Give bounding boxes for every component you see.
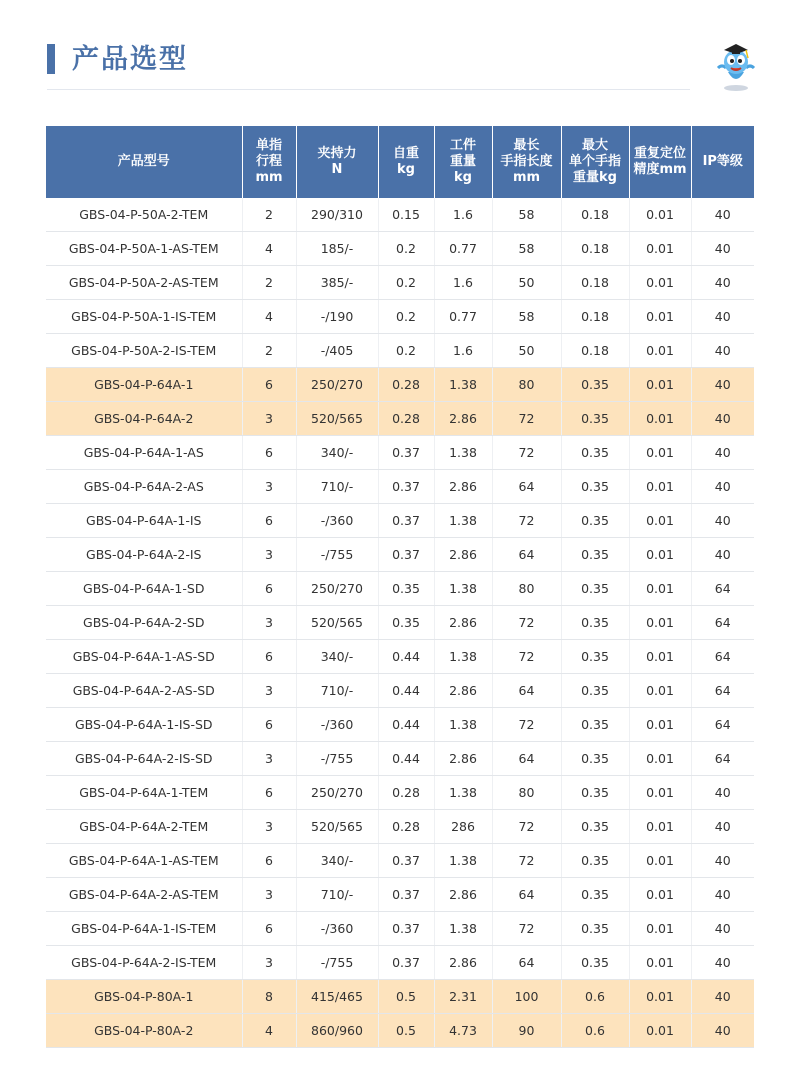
table-cell: 90 <box>492 1014 561 1048</box>
table-row <box>46 810 754 844</box>
model-cell: GBS-04-P-64A-2-TEM <box>46 810 242 844</box>
table-cell: 50 <box>492 334 561 368</box>
table-row <box>46 334 754 368</box>
table-cell: 0.35 <box>561 572 629 606</box>
table-cell: 0.35 <box>561 742 629 776</box>
model-cell: GBS-04-P-64A-2-SD <box>46 606 242 640</box>
table-cell: 0.37 <box>378 912 434 946</box>
title-accent-bar <box>47 44 55 74</box>
table-cell: 710/- <box>296 878 378 912</box>
table-cell: 8 <box>242 980 296 1014</box>
table-cell: 0.28 <box>378 776 434 810</box>
column-header-line: 产品型号 <box>117 154 170 169</box>
table-cell: 340/- <box>296 436 378 470</box>
table-cell: 0.35 <box>561 436 629 470</box>
column-header-line: 单个手指 <box>568 154 621 169</box>
table-cell: 0.37 <box>378 470 434 504</box>
page-title: 产品选型 <box>72 44 188 75</box>
model-cell: GBS-04-P-64A-1-AS-TEM <box>46 844 242 878</box>
table-cell: 0.18 <box>561 232 629 266</box>
table-cell: 40 <box>691 300 754 334</box>
column-header-line: mm <box>512 170 541 185</box>
table-row <box>46 266 754 300</box>
table-cell: 0.44 <box>378 742 434 776</box>
table-cell: 1.38 <box>434 504 492 538</box>
table-cell: 3 <box>242 402 296 436</box>
table-cell: 0.35 <box>561 640 629 674</box>
table-cell: 2 <box>242 198 296 232</box>
table-cell: 50 <box>492 266 561 300</box>
table-cell: 40 <box>691 436 754 470</box>
table-cell: 710/- <box>296 674 378 708</box>
table-cell: 72 <box>492 844 561 878</box>
table-row <box>46 402 754 436</box>
table-cell: 72 <box>492 912 561 946</box>
table-cell: 250/270 <box>296 572 378 606</box>
table-cell: 2.86 <box>434 674 492 708</box>
table-cell: 0.6 <box>561 980 629 1014</box>
table-row <box>46 640 754 674</box>
table-row <box>46 844 754 878</box>
table-cell: 0.2 <box>378 300 434 334</box>
column-header-line: 最长 <box>513 138 540 153</box>
table-cell: 64 <box>691 674 754 708</box>
column-header <box>378 126 434 198</box>
table-cell: 0.35 <box>561 470 629 504</box>
column-header-line: 工件 <box>449 138 476 153</box>
table-cell: 2.86 <box>434 878 492 912</box>
table-cell: 0.35 <box>378 606 434 640</box>
table-row <box>46 912 754 946</box>
table-cell: 0.2 <box>378 266 434 300</box>
table-cell: 0.18 <box>561 334 629 368</box>
table-cell: 1.38 <box>434 776 492 810</box>
table-cell: 6 <box>242 776 296 810</box>
table-cell: -/755 <box>296 538 378 572</box>
model-cell: GBS-04-P-64A-2-AS-TEM <box>46 878 242 912</box>
column-header-line: 精度mm <box>633 162 687 177</box>
table-cell: 40 <box>691 368 754 402</box>
model-cell: GBS-04-P-64A-1-IS-SD <box>46 708 242 742</box>
table-cell: 4 <box>242 300 296 334</box>
table-cell: 80 <box>492 368 561 402</box>
table-cell: 0.01 <box>629 844 691 878</box>
column-header-line: 重量 <box>449 154 476 169</box>
table-cell: 64 <box>492 946 561 980</box>
table-cell: 40 <box>691 504 754 538</box>
table-cell: -/360 <box>296 708 378 742</box>
table-cell: 0.18 <box>561 266 629 300</box>
table-cell: 40 <box>691 912 754 946</box>
table-row <box>46 606 754 640</box>
table-cell: 58 <box>492 300 561 334</box>
table-cell: 0.35 <box>561 504 629 538</box>
table-cell: 6 <box>242 912 296 946</box>
table-cell: 40 <box>691 980 754 1014</box>
table-cell: 2 <box>242 266 296 300</box>
table-cell: 0.01 <box>629 742 691 776</box>
table-cell: 0.35 <box>561 878 629 912</box>
table-cell: 0.01 <box>629 776 691 810</box>
model-cell: GBS-04-P-64A-1-AS-SD <box>46 640 242 674</box>
table-cell: 40 <box>691 402 754 436</box>
table-cell: 0.35 <box>561 708 629 742</box>
table-cell: 40 <box>691 232 754 266</box>
table-cell: 0.28 <box>378 810 434 844</box>
table-cell: 520/565 <box>296 606 378 640</box>
table-cell: 6 <box>242 708 296 742</box>
table-cell: 3 <box>242 946 296 980</box>
table-row <box>46 980 754 1014</box>
table-cell: 0.01 <box>629 266 691 300</box>
table-row <box>46 878 754 912</box>
column-header-line: kg <box>397 162 415 177</box>
table-cell: 0.35 <box>561 844 629 878</box>
model-cell: GBS-04-P-64A-2 <box>46 402 242 436</box>
product-selection-table <box>46 126 754 1048</box>
table-row <box>46 572 754 606</box>
table-cell: 3 <box>242 742 296 776</box>
table-cell: 340/- <box>296 640 378 674</box>
table-cell: 0.37 <box>378 504 434 538</box>
model-cell: GBS-04-P-64A-2-AS-SD <box>46 674 242 708</box>
table-cell: 2.86 <box>434 402 492 436</box>
column-header <box>492 126 561 198</box>
table-header-row <box>46 126 754 198</box>
table-cell: -/755 <box>296 742 378 776</box>
column-header-line: 手指长度 <box>500 154 553 169</box>
table-cell: 0.35 <box>561 776 629 810</box>
table-cell: 2.31 <box>434 980 492 1014</box>
table-cell: 64 <box>492 878 561 912</box>
column-header-line: 自重 <box>392 146 419 161</box>
table-cell: 0.28 <box>378 402 434 436</box>
model-cell: GBS-04-P-64A-2-IS-TEM <box>46 946 242 980</box>
table-cell: 0.2 <box>378 232 434 266</box>
table-cell: 3 <box>242 674 296 708</box>
table-cell: 3 <box>242 470 296 504</box>
table-cell: 1.38 <box>434 640 492 674</box>
table-cell: 0.35 <box>561 810 629 844</box>
table-row <box>46 946 754 980</box>
table-cell: 2.86 <box>434 606 492 640</box>
model-cell: GBS-04-P-50A-2-AS-TEM <box>46 266 242 300</box>
table-cell: 0.01 <box>629 946 691 980</box>
table-cell: 40 <box>691 470 754 504</box>
column-header-line: 夹持力 <box>317 146 357 161</box>
table-cell: 40 <box>691 266 754 300</box>
table-cell: 0.44 <box>378 640 434 674</box>
column-header-line: 最大 <box>581 138 608 153</box>
table-cell: 1.6 <box>434 198 492 232</box>
table-cell: 0.44 <box>378 674 434 708</box>
table-cell: 0.2 <box>378 334 434 368</box>
table-cell: 40 <box>691 810 754 844</box>
table-cell: 6 <box>242 640 296 674</box>
table-cell: 250/270 <box>296 776 378 810</box>
column-header-line: 行程 <box>255 154 282 169</box>
column-header-line: IP等级 <box>702 154 743 169</box>
column-header <box>434 126 492 198</box>
table-cell: 58 <box>492 232 561 266</box>
table-cell: 710/- <box>296 470 378 504</box>
table-cell: 0.01 <box>629 368 691 402</box>
table-cell: -/405 <box>296 334 378 368</box>
table-cell: 0.01 <box>629 470 691 504</box>
table-row <box>46 232 754 266</box>
model-cell: GBS-04-P-50A-2-TEM <box>46 198 242 232</box>
column-header <box>242 126 296 198</box>
table-cell: 72 <box>492 436 561 470</box>
column-header <box>296 126 378 198</box>
model-cell: GBS-04-P-50A-1-AS-TEM <box>46 232 242 266</box>
mascot-logo-icon <box>712 38 760 92</box>
table-cell: 0.01 <box>629 708 691 742</box>
table-cell: 0.01 <box>629 402 691 436</box>
table-cell: 0.01 <box>629 300 691 334</box>
table-cell: 0.37 <box>378 878 434 912</box>
column-header-line: 重量kg <box>573 170 617 185</box>
table-cell: 1.38 <box>434 436 492 470</box>
table-cell: 6 <box>242 572 296 606</box>
table-cell: 40 <box>691 878 754 912</box>
table-cell: 64 <box>492 742 561 776</box>
table-cell: 64 <box>691 708 754 742</box>
table-row <box>46 198 754 232</box>
table-cell: 0.01 <box>629 538 691 572</box>
table-cell: 40 <box>691 776 754 810</box>
column-header-line: mm <box>255 170 283 185</box>
table-row <box>46 504 754 538</box>
column-header-line: kg <box>454 170 472 185</box>
table-cell: 3 <box>242 878 296 912</box>
table-row <box>46 436 754 470</box>
table-cell: 72 <box>492 708 561 742</box>
table-cell: 0.37 <box>378 844 434 878</box>
table-cell: 0.37 <box>378 946 434 980</box>
table-cell: 0.35 <box>561 912 629 946</box>
table-row <box>46 470 754 504</box>
table-cell: 4 <box>242 1014 296 1048</box>
table-cell: 0.01 <box>629 198 691 232</box>
table-cell: 1.38 <box>434 708 492 742</box>
table-row <box>46 1014 754 1048</box>
table-cell: 0.01 <box>629 640 691 674</box>
model-cell: GBS-04-P-64A-1-TEM <box>46 776 242 810</box>
table-cell: 0.01 <box>629 232 691 266</box>
table-cell: -/360 <box>296 504 378 538</box>
table-row <box>46 742 754 776</box>
table-cell: 520/565 <box>296 402 378 436</box>
table-cell: 2.86 <box>434 470 492 504</box>
model-cell: GBS-04-P-64A-2-IS <box>46 538 242 572</box>
table-cell: 2 <box>242 334 296 368</box>
table-cell: 40 <box>691 844 754 878</box>
model-cell: GBS-04-P-64A-1-SD <box>46 572 242 606</box>
model-cell: GBS-04-P-50A-2-IS-TEM <box>46 334 242 368</box>
table-cell: 0.77 <box>434 300 492 334</box>
table-cell: 1.38 <box>434 368 492 402</box>
table-cell: 40 <box>691 1014 754 1048</box>
table-cell: 0.18 <box>561 198 629 232</box>
table-cell: 0.01 <box>629 572 691 606</box>
model-cell: GBS-04-P-64A-2-IS-SD <box>46 742 242 776</box>
table-cell: -/755 <box>296 946 378 980</box>
table-cell: 0.77 <box>434 232 492 266</box>
model-cell: GBS-04-P-80A-1 <box>46 980 242 1014</box>
table-cell: 1.38 <box>434 844 492 878</box>
table-cell: 4.73 <box>434 1014 492 1048</box>
table-cell: 6 <box>242 504 296 538</box>
table-cell: 0.5 <box>378 1014 434 1048</box>
column-header-line: N <box>331 162 343 177</box>
table-cell: 40 <box>691 946 754 980</box>
model-cell: GBS-04-P-64A-2-AS <box>46 470 242 504</box>
table-cell: 80 <box>492 776 561 810</box>
table-cell: 1.38 <box>434 912 492 946</box>
table-cell: 0.18 <box>561 300 629 334</box>
table-cell: 72 <box>492 402 561 436</box>
table-row <box>46 538 754 572</box>
table-cell: -/190 <box>296 300 378 334</box>
table-cell: 72 <box>492 810 561 844</box>
table-cell: 0.01 <box>629 504 691 538</box>
table-cell: 0.01 <box>629 912 691 946</box>
table-cell: 64 <box>691 742 754 776</box>
table-cell: 6 <box>242 368 296 402</box>
table-cell: 385/- <box>296 266 378 300</box>
model-cell: GBS-04-P-80A-2 <box>46 1014 242 1048</box>
table-cell: 286 <box>434 810 492 844</box>
table-cell: 0.37 <box>378 538 434 572</box>
table-cell: 64 <box>492 538 561 572</box>
table-cell: 80 <box>492 572 561 606</box>
table-cell: 0.01 <box>629 878 691 912</box>
table-cell: 0.01 <box>629 810 691 844</box>
table-cell: 860/960 <box>296 1014 378 1048</box>
table-row <box>46 708 754 742</box>
model-cell: GBS-04-P-64A-1-AS <box>46 436 242 470</box>
column-header <box>561 126 629 198</box>
table-cell: 2.86 <box>434 946 492 980</box>
table-cell: 64 <box>691 606 754 640</box>
table-cell: 0.35 <box>561 368 629 402</box>
table-cell: 0.35 <box>561 402 629 436</box>
table-cell: 58 <box>492 198 561 232</box>
column-header <box>691 126 754 198</box>
table-cell: 0.6 <box>561 1014 629 1048</box>
table-cell: 3 <box>242 810 296 844</box>
table-cell: 6 <box>242 844 296 878</box>
column-header <box>46 126 242 198</box>
table-cell: 520/565 <box>296 810 378 844</box>
table-cell: 64 <box>492 470 561 504</box>
table-cell: 3 <box>242 606 296 640</box>
table-cell: 6 <box>242 436 296 470</box>
table-cell: 0.01 <box>629 674 691 708</box>
table-cell: 72 <box>492 504 561 538</box>
table-cell: 185/- <box>296 232 378 266</box>
table-cell: 100 <box>492 980 561 1014</box>
table-cell: 0.01 <box>629 334 691 368</box>
table-cell: 0.5 <box>378 980 434 1014</box>
table-cell: 0.01 <box>629 606 691 640</box>
table-cell: 64 <box>492 674 561 708</box>
table-cell: 0.01 <box>629 436 691 470</box>
table-cell: 40 <box>691 334 754 368</box>
table-row <box>46 776 754 810</box>
table-cell: 0.15 <box>378 198 434 232</box>
table-cell: 0.35 <box>378 572 434 606</box>
table-cell: -/360 <box>296 912 378 946</box>
table-row <box>46 674 754 708</box>
table-cell: 0.37 <box>378 436 434 470</box>
table-cell: 290/310 <box>296 198 378 232</box>
table-cell: 0.44 <box>378 708 434 742</box>
table-cell: 72 <box>492 606 561 640</box>
table-cell: 2.86 <box>434 742 492 776</box>
table-cell: 4 <box>242 232 296 266</box>
table-cell: 1.6 <box>434 334 492 368</box>
model-cell: GBS-04-P-50A-1-IS-TEM <box>46 300 242 334</box>
table-cell: 0.01 <box>629 980 691 1014</box>
table-cell: 64 <box>691 572 754 606</box>
table-cell: 3 <box>242 538 296 572</box>
model-cell: GBS-04-P-64A-1-IS <box>46 504 242 538</box>
table-cell: 40 <box>691 198 754 232</box>
column-header-line: 单指 <box>255 138 282 153</box>
table-cell: 0.35 <box>561 606 629 640</box>
table-row <box>46 300 754 334</box>
table-cell: 1.6 <box>434 266 492 300</box>
table-cell: 0.35 <box>561 674 629 708</box>
table-cell: 1.38 <box>434 572 492 606</box>
table-row <box>46 368 754 402</box>
title-divider <box>47 89 690 90</box>
table-cell: 2.86 <box>434 538 492 572</box>
table-cell: 72 <box>492 640 561 674</box>
table-cell: 250/270 <box>296 368 378 402</box>
table-cell: 0.35 <box>561 946 629 980</box>
table-cell: 40 <box>691 538 754 572</box>
table-cell: 64 <box>691 640 754 674</box>
column-header <box>629 126 691 198</box>
table-cell: 340/- <box>296 844 378 878</box>
table-cell: 0.01 <box>629 1014 691 1048</box>
model-cell: GBS-04-P-64A-1-IS-TEM <box>46 912 242 946</box>
table-cell: 415/465 <box>296 980 378 1014</box>
column-header-line: 重复定位 <box>633 146 686 161</box>
model-cell: GBS-04-P-64A-1 <box>46 368 242 402</box>
table-cell: 0.28 <box>378 368 434 402</box>
table-cell: 0.35 <box>561 538 629 572</box>
